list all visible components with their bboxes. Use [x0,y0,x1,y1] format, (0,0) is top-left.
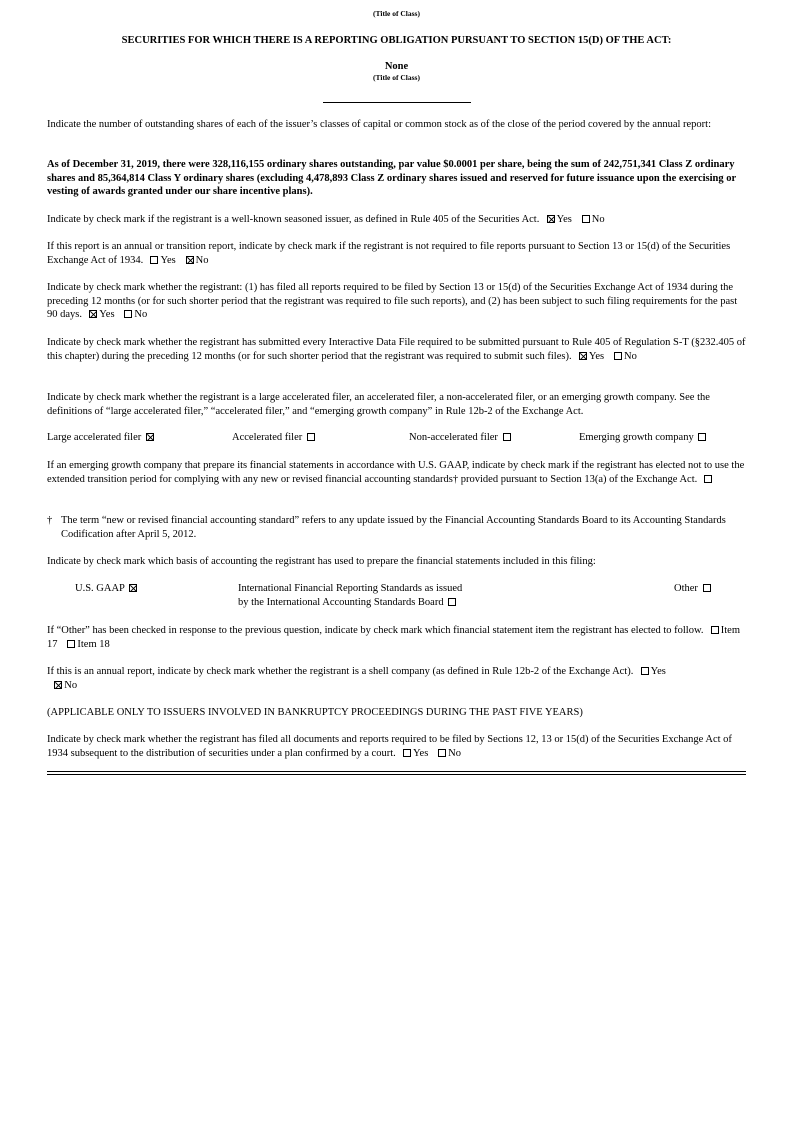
ifrs-checkbox[interactable] [448,598,456,606]
item18-label: Item 18 [77,638,110,650]
basis-option-usgaap [75,582,139,596]
other-item-question [47,624,746,651]
item18-checkbox[interactable] [67,640,75,648]
egc-checkbox[interactable] [704,475,712,483]
dagger-symbol: † [47,515,53,526]
outstanding-shares-statement: As of December 31, 2019, there were 328,116,155 ordinary shares outstanding, par value $0.0001 per share, being the sum of 242,751,341 Class Z ordinary shares and 85,364,814 Class Y ordinary shares (excluding 4,478,893 Class Z ordinary shares issued and reserved for future issuance upon the exercising or vesting of awards granted under our share incentive plans). [47,159,736,197]
filer-option-label: Emerging growth company [579,432,694,443]
filer-type-question: Indicate by check mark whether the registrant is a large accelerated filer, an accelerated filer, a non-accelerated filer, or an emerging growth company. See the definitions of “large accelerated filer,” “accelerated filer,” and “emerging growth company” in Rule 12b-2 of the Exchange Act. [47,392,710,417]
wkse-no-checkbox[interactable] [582,215,590,223]
filer-option-accelerated [232,431,317,445]
wkse-question [47,213,746,227]
filer-option-non-accelerated [409,431,513,445]
filed-reports-question [47,281,746,322]
usgaap-checkbox[interactable] [129,584,137,592]
shell-no-label: No [64,679,78,691]
large-accelerated-checkbox[interactable] [146,433,154,441]
bankruptcy-question-text: Indicate by check mark whether the registrant has filed all documents and reports required to be filed by Sections 12, 13 or 15(d) of the Securities Exchange Act of 1934 subsequent to the distribution of securities under a plan confirmed by a court. [47,734,732,759]
other-label: Other [674,583,698,594]
filer-option-emerging-growth [579,431,708,445]
interactive-data-question-text: Indicate by check mark whether the registrant has submitted every Interactive Data File required to be submitted pursuant to Rule 405 of Regulation S-T (§232.405 of this chapter) during the preceding 12 months (or for such shorter period that the registrant was required to submit such files). [47,337,746,362]
interactive-data-question [47,336,746,363]
filer-options [47,431,746,445]
section-15d-heading: SECURITIES FOR WHICH THERE IS A REPORTING OBLIGATION PURSUANT TO SECTION 15(D) OF THE ACT: [121,35,672,46]
other-checkbox[interactable] [703,584,711,592]
bankruptcy-no-checkbox[interactable] [438,749,446,757]
wkse-yes-label: Yes [556,214,572,225]
filed-reports-yes-checkbox[interactable] [89,310,97,318]
ifrs-label-line1: International Financial Reporting Standards as issued [238,583,463,594]
section-15d-value: None [384,61,409,72]
filed-reports-no-checkbox[interactable] [124,310,132,318]
ifrs-label-line2: by the International Accounting Standards Board [238,596,444,608]
shell-yes-label: Yes [650,666,666,677]
shell-company-question [47,665,667,692]
wkse-question-text: Indicate by check mark if the registrant is a well-known seasoned issuer, as defined in Rule 405 of the Securities Act. [47,214,540,225]
bankruptcy-heading: (APPLICABLE ONLY TO ISSUERS INVOLVED IN BANKRUPTCY PROCEEDINGS DURING THE PAST FIVE YEARS) [47,707,583,718]
basis-question: Indicate by check mark which basis of accounting the registrant has used to prepare the financial statements included in this filing: [47,556,596,567]
usgaap-label: U.S. GAAP [75,583,125,594]
filed-reports-no-label: No [134,309,148,320]
egc-question-text: If an emerging growth company that prepare its financial statements in accordance with U.S. GAAP, indicate by check mark if the registrant has elected not to use the extended transition period for complying with any new or revised financial accounting standards† provided pursuant to Section 13(a) of the Exchange Act. [47,460,745,485]
basis-option-other [674,582,713,596]
not-required-question-text: If this report is an annual or transition report, indicate by check mark if the registrant is not required to file reports pursuant to Section 13 or 15(d) of the Securities Exchange Act of 1934. [47,241,731,266]
shell-yes-checkbox[interactable] [641,667,649,675]
not-required-no-label: No [195,254,209,266]
bankruptcy-question [47,733,746,760]
egc-question [47,459,746,486]
not-required-yes-checkbox[interactable] [150,256,158,264]
title-of-class-caption: (Title of Class) [373,9,420,18]
filer-option-label: Accelerated filer [232,432,303,443]
interactive-data-no-checkbox[interactable] [614,352,622,360]
outstanding-shares-prompt: Indicate the number of outstanding shares of each of the issuer’s classes of capital or common stock as of the close of the period covered by the annual report: [47,119,712,130]
interactive-data-yes-label: Yes [588,350,605,362]
shell-no-checkbox[interactable] [54,681,62,689]
item17-label: Item 17 [47,625,741,650]
bankruptcy-yes-checkbox[interactable] [403,749,411,757]
not-required-yes-label: Yes [160,254,176,266]
filed-reports-yes-label: Yes [99,309,115,320]
filer-option-large-accelerated [47,431,156,445]
accelerated-checkbox[interactable] [307,433,315,441]
other-item-question-text: If “Other” has been checked in response to the previous question, indicate by check mark which financial statement item the registrant has elected to follow. [47,625,704,636]
non-accelerated-checkbox[interactable] [503,433,511,441]
dagger-footnote-text: The term “new or revised financial accounting standard” refers to any update issued by the Financial Accounting Standards Board to its Accounting Standards Codification after April 5, 2012. [61,515,726,540]
item17-checkbox[interactable] [711,626,719,634]
wkse-yes-checkbox[interactable] [547,215,555,223]
dagger-footnote [47,514,746,541]
closing-double-rule [47,771,746,775]
wkse-no-label: No [591,214,605,225]
bankruptcy-no-label: No [448,747,462,759]
basis-option-ifrs [238,582,462,609]
emerging-growth-checkbox[interactable] [698,433,706,441]
filer-option-label: Non-accelerated filer [409,432,498,443]
interactive-data-yes-checkbox[interactable] [579,352,587,360]
title-divider [47,102,746,103]
not-required-no-checkbox[interactable] [186,256,194,264]
shell-company-question-text: If this is an annual report, indicate by check mark whether the registrant is a shell company (as defined in Rule 12b-2 of the Exchange Act). [47,666,634,677]
filer-option-label: Large accelerated filer [47,432,142,443]
basis-options [47,582,746,612]
interactive-data-no-label: No [623,350,637,362]
filed-reports-question-text: Indicate by check mark whether the registrant: (1) has filed all reports required to be filed by Section 13 or 15(d) of the Securities Exchange Act of 1934 during the preceding 12 months (or for such shorter period that the registrant was required to file such reports), and (2) has been subject to such filing requirements for the past 90 days. [47,282,738,320]
bankruptcy-yes-label: Yes [413,747,429,759]
section-15d-caption: (Title of Class) [373,73,420,82]
not-required-question [47,240,746,267]
